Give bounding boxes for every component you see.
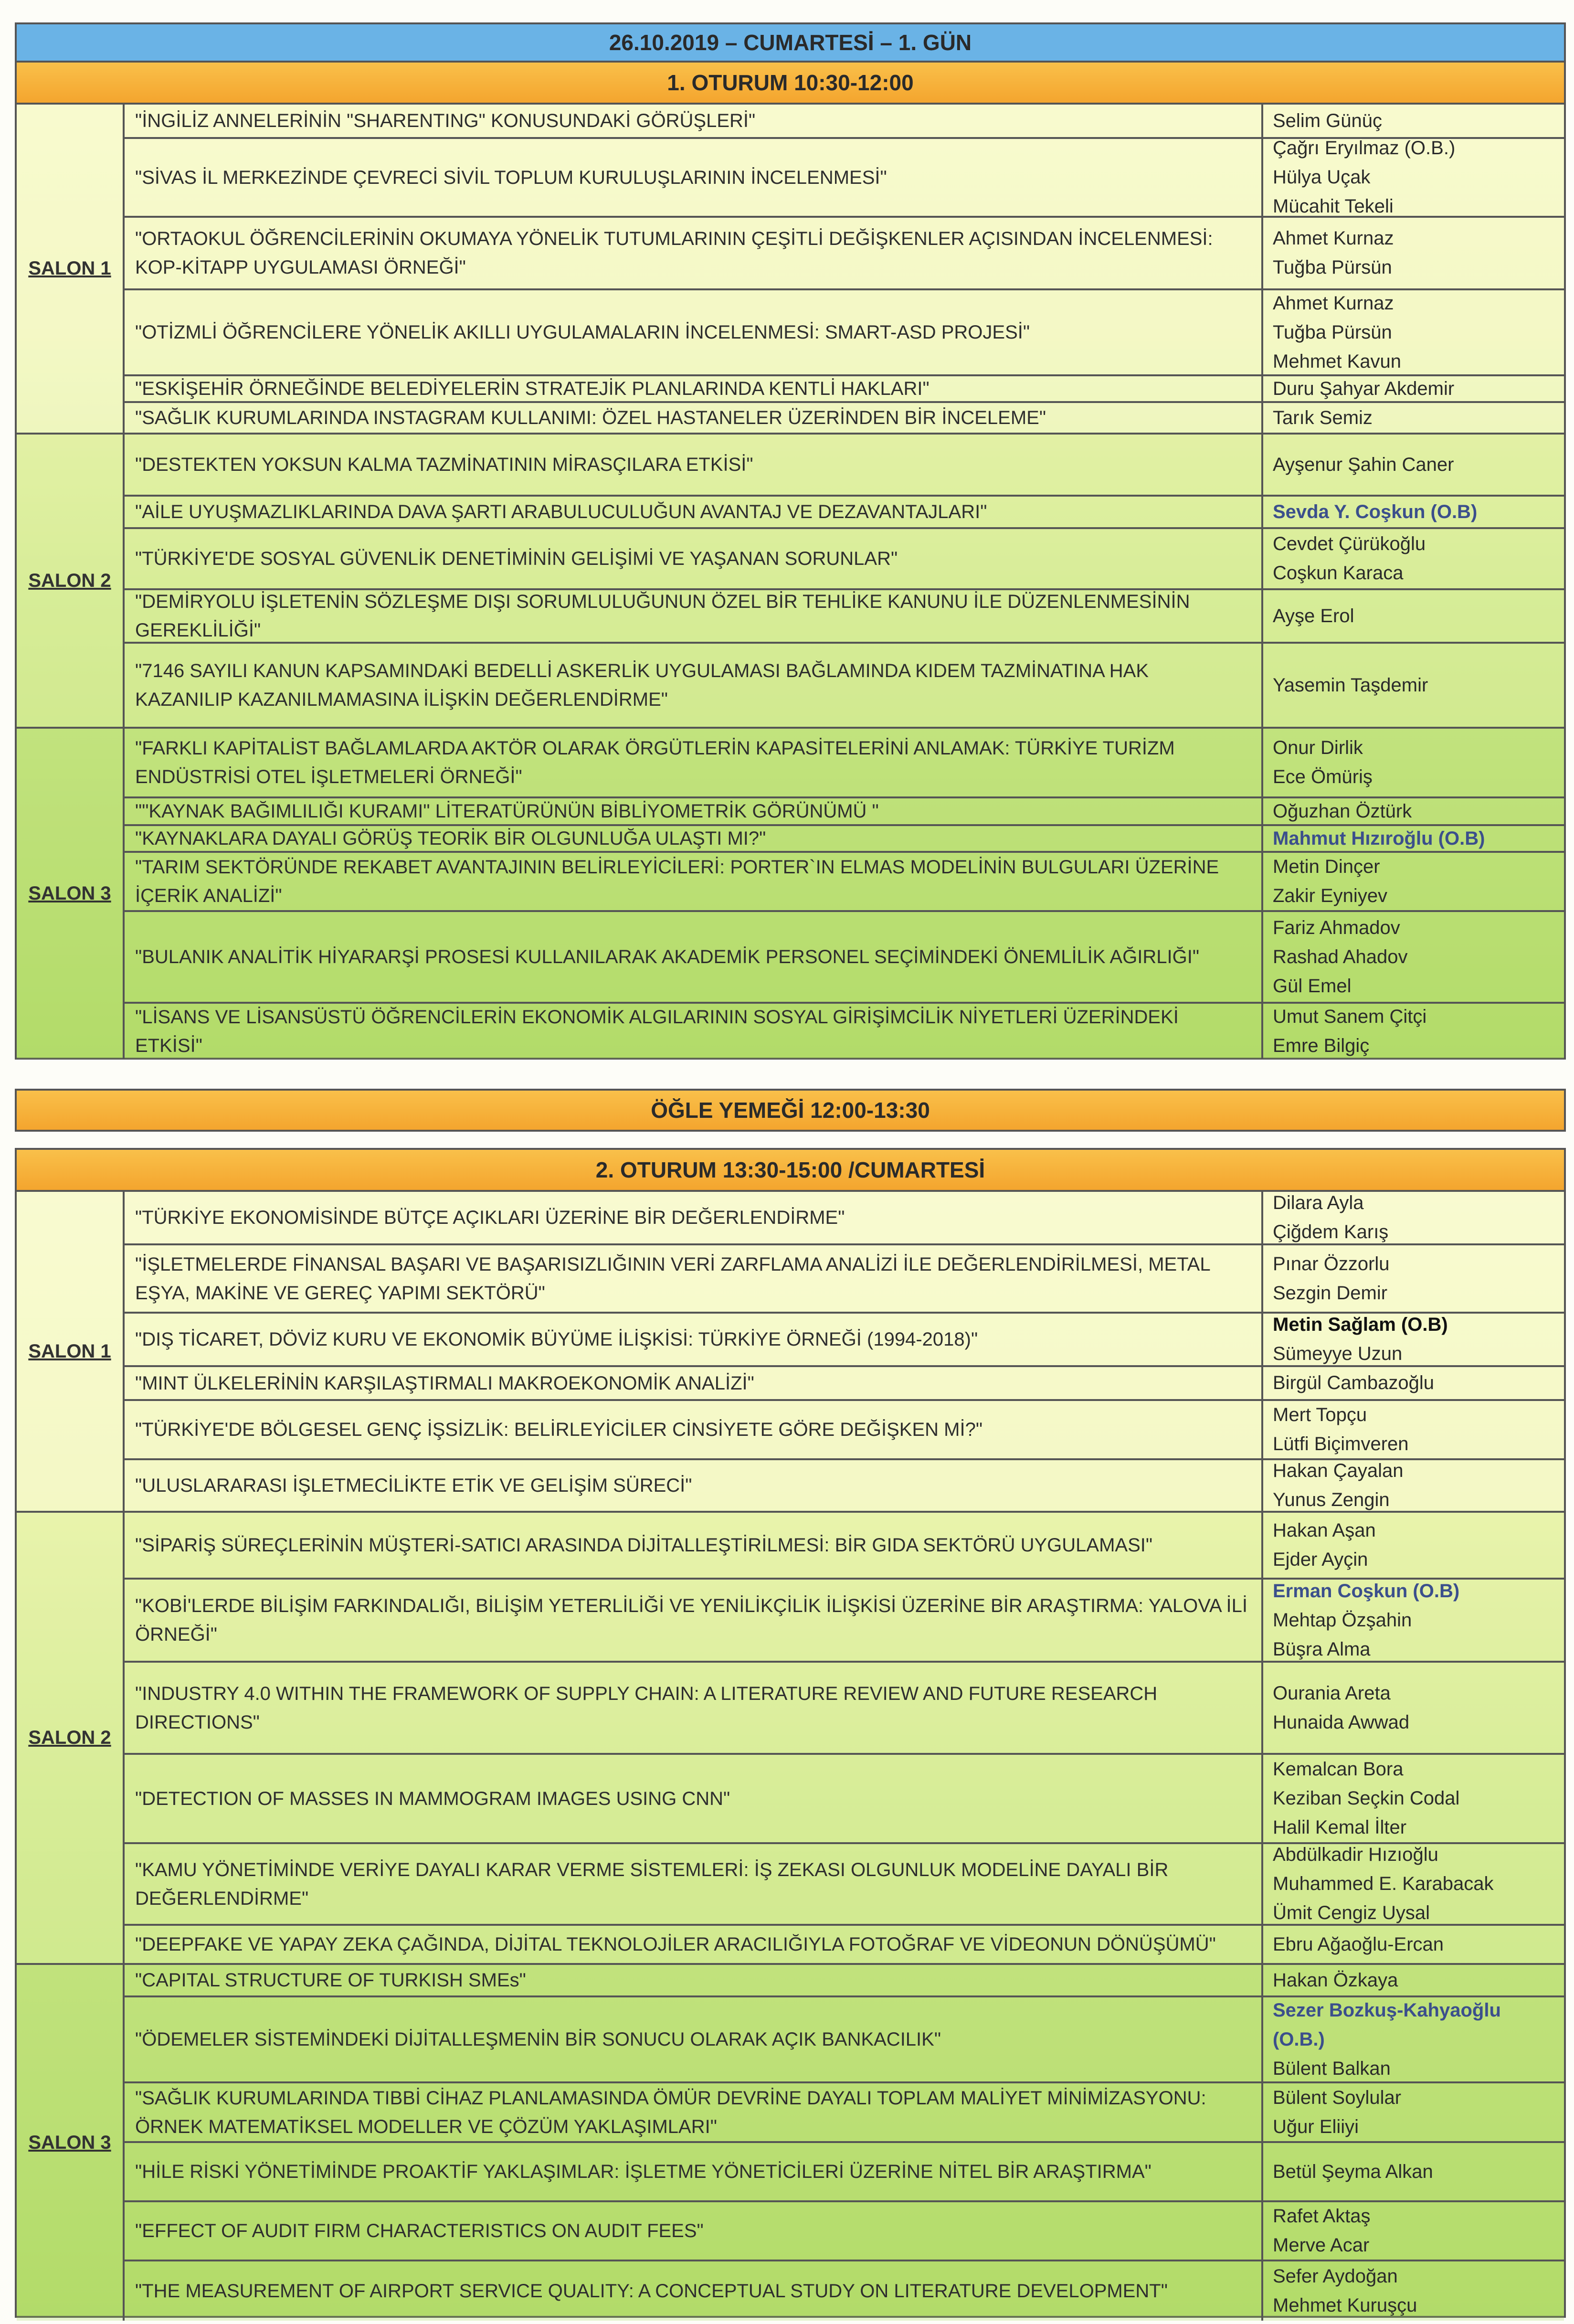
talk-authors (1263, 218, 1564, 288)
talk-title: "DETECTION OF MASSES IN MAMMOGRAM IMAGES USING CNN" (125, 1755, 1263, 1842)
session-1-table (15, 22, 1566, 1060)
talk-title: "SAĞLIK KURUMLARINDA TIBBİ CİHAZ PLANLAMASINDA ÖMÜR DEVRİNE DAYALI TOPLAM MALİYET MİNİMİZASYONU: ÖRNEK MATEMATİKSEL MODELLER VE ÇÖZÜM YAKLAŞIMLARI" (125, 2083, 1263, 2141)
talk-authors (1263, 290, 1564, 374)
talk-title: "TARIM SEKTÖRÜNDE REKABET AVANTAJININ BELİRLEYİCİLERİ: PORTER`IN ELMAS MODELİNİN BULGULARI ÜZERİNE İÇERİK ANALİZİ" (125, 853, 1263, 910)
talk-row (125, 1997, 1564, 2083)
author-name: Ümit Cengiz Uysal (1273, 1902, 1430, 1923)
talk-title: "TÜRKİYE'DE SOSYAL GÜVENLİK DENETİMİNİN GELİŞİMİ VE YAŞANAN SORUNLAR" (125, 529, 1263, 588)
salon-label: SALON 3 (17, 729, 125, 1059)
author-name: Yunus Zengin (1273, 1489, 1390, 1510)
talk-row (125, 1965, 1564, 1997)
salon-block (17, 435, 1564, 729)
talk-row (125, 798, 1564, 826)
author-name: Dilara Ayla (1273, 1192, 1364, 1213)
author-name: Birgül Cambazoğlu (1273, 1372, 1434, 1393)
author-name: Sümeyye Uzun (1273, 1343, 1403, 1364)
salon-block (17, 729, 1564, 1059)
author-name: Duru Şahyar Akdemir (1273, 378, 1455, 399)
talk-authors (1263, 1755, 1564, 1842)
author-name: Onur Dirlik (1273, 737, 1363, 758)
talk-list (125, 729, 1564, 1059)
author-name: Ayşenur Şahin Caner (1273, 454, 1454, 475)
talk-authors (1263, 376, 1564, 401)
talk-row (125, 644, 1564, 727)
talk-title: "FARKLI KAPİTALİST BAĞLAMLARDA AKTÖR OLARAK ÖRGÜTLERİN KAPASİTELERİNİ ANLAMAK: TÜRKİYE TURİZM ENDÜSTRİSİ OTEL İŞLETMELERİ ÖRNEĞİ" (125, 729, 1263, 796)
author-name: Bülent Soylular (1273, 2087, 1402, 2108)
author-name: Betül Şeyma Alkan (1273, 2161, 1433, 2182)
talk-authors (1263, 1844, 1564, 1924)
talk-authors (1263, 497, 1564, 527)
talk-title: ""KAYNAK BAĞIMLILIĞI KURAMI" LİTERATÜRÜNÜN BİBLİYOMETRİK GÖRÜNÜMÜ " (125, 798, 1263, 824)
author-name: Fariz Ahmadov (1273, 917, 1400, 938)
talk-authors (1263, 529, 1564, 588)
author-name: Mehtap Özşahin (1273, 1609, 1412, 1631)
talk-title: "HİLE RİSKİ YÖNETİMİNDE PROAKTİF YAKLAŞIMLAR: İŞLETME YÖNETİCİLERİ ÜZERİNE NİTEL BİR ARAŞTIRMA" (125, 2143, 1263, 2200)
talk-authors (1263, 1580, 1564, 1661)
author-name: Lütfi Biçimveren (1273, 1433, 1409, 1454)
author-name: Ece Ömüriş (1273, 766, 1373, 787)
talk-authors (1263, 1997, 1564, 2081)
author-name: Mahmut Hızıroğlu (O.B) (1273, 828, 1485, 849)
talk-authors (1263, 1004, 1564, 1059)
author-name: Uğur Eliiyi (1273, 2116, 1359, 2137)
author-name: Metin Sağlam (O.B) (1273, 1314, 1448, 1335)
session-title: 2. OTURUM 13:30-15:00 /CUMARTESİ (17, 1150, 1564, 1192)
author-name: Büşra Alma (1273, 1638, 1371, 1660)
talk-authors (1263, 2143, 1564, 2200)
author-name: Keziban Seçkin Codal (1273, 1788, 1460, 1809)
talk-row (125, 1245, 1564, 1314)
salon-label: SALON 1 (17, 105, 125, 433)
talk-title: "MINT ÜLKELERİNİN KARŞILAŞTIRMALI MAKROEKONOMİK ANALİZİ" (125, 1367, 1263, 1399)
talk-title: "SAĞLIK KURUMLARINDA INSTAGRAM KULLANIMI: ÖZEL HASTANELER ÜZERİNDEN BİR İNCELEME" (125, 403, 1263, 433)
talk-title: "CAPITAL STRUCTURE OF TURKISH SMEs" (125, 1965, 1263, 1995)
salon-label: SALON 2 (17, 1513, 125, 1963)
talk-row (125, 1192, 1564, 1245)
talk-title: "DEMİRYOLU İŞLETENİN SÖZLEŞME DIŞI SORUMLULUĞUNUN ÖZEL BİR TEHLİKE KANUNU İLE DÜZENLENMESİNİN GEREKLİLİĞİ" (125, 590, 1263, 642)
talk-title: "ORTAOKUL ÖĞRENCİLERİNİN OKUMAYA YÖNELİK TUTUMLARININ ÇEŞİTLİ DEĞİŞKENLER AÇISINDAN İNCELENMESİ: KOP-KİTAPP UYGULAMASI ÖRNEĞİ" (125, 218, 1263, 288)
talk-authors (1263, 1401, 1564, 1458)
talk-title: "SİVAS İL MERKEZİNDE ÇEVRECİ SİVİL TOPLUM KURULUŞLARININ İNCELENMESİ" (125, 139, 1263, 216)
talk-authors (1263, 1460, 1564, 1511)
author-name: Pınar Özzorlu (1273, 1253, 1390, 1274)
talk-authors (1263, 853, 1564, 910)
talk-row (125, 1401, 1564, 1460)
author-name: Coşkun Karaca (1273, 562, 1404, 584)
talk-title: "KOBİ'LERDE BİLİŞİM FARKINDALIĞI, BİLİŞİM YETERLİLİĞİ VE YENİLİKÇİLİK İLİŞKİSİ ÜZERİNE BİR ARAŞTIRMA: YALOVA İLİ ÖRNEĞİ" (125, 1580, 1263, 1661)
salon-label: SALON 2 (17, 435, 125, 727)
author-name: Sefer Aydoğan (1273, 2266, 1398, 2287)
author-name: Mert Topçu (1273, 1404, 1367, 1425)
talk-title: "LİSANS VE LİSANSÜSTÜ ÖĞRENCİLERİN EKONOMİK ALGILARININ SOSYAL GİRİŞİMCİLİK NİYETLERİ ÜZERİNDEKİ ETKİSİ" (125, 1004, 1263, 1059)
talk-authors (1263, 1192, 1564, 1243)
talk-authors (1263, 1965, 1564, 1995)
author-name: Mehmet Kuruşçu (1273, 2295, 1417, 2316)
talk-row (125, 435, 1564, 497)
talk-row (125, 376, 1564, 403)
talk-row (125, 497, 1564, 529)
talk-row (125, 1844, 1564, 1926)
talk-title: "ULUSLARARASI İŞLETMECİLİKTE ETİK VE GELİŞİM SÜRECİ" (125, 1460, 1263, 1511)
salon-label: SALON 1 (17, 1192, 125, 1511)
author-name: Hakan Çayalan (1273, 1460, 1404, 1481)
talk-title: "KAMU YÖNETİMİNDE VERİYE DAYALI KARAR VERME SİSTEMLERİ: İŞ ZEKASI OLGUNLUK MODELİNE DAYALI BİR DEĞERLENDİRME" (125, 1844, 1263, 1924)
talk-row (125, 1580, 1564, 1663)
talk-title: "TÜRKİYE'DE BÖLGESEL GENÇ İŞSİZLİK: BELİRLEYİCİLER CİNSİYETE GÖRE DEĞİŞKEN Mİ?" (125, 1401, 1263, 1458)
talk-title: "EFFECT OF AUDIT FIRM CHARACTERISTICS ON AUDIT FEES" (125, 2202, 1263, 2260)
author-name: Hülya Uçak (1273, 167, 1371, 188)
author-name: Bülent Balkan (1273, 2058, 1391, 2079)
talk-list (125, 1513, 1564, 1963)
salon-label: SALON 3 (17, 1965, 125, 2321)
talk-row (125, 1460, 1564, 1511)
author-name: Zakir Eyniyev (1273, 885, 1388, 906)
talk-list (125, 105, 1564, 433)
talk-title: "TÜRKİYE EKONOMİSİNDE BÜTÇE AÇIKLARI ÜZERİNE BİR DEĞERLENDİRME" (125, 1192, 1263, 1243)
author-name: Çağrı Eryılmaz (O.B.) (1273, 138, 1456, 159)
talk-authors (1263, 1367, 1564, 1399)
author-name: Muhammed E. Karabacak (1273, 1873, 1494, 1894)
author-name: Kemalcan Bora (1273, 1759, 1404, 1780)
author-name: Halil Kemal İlter (1273, 1817, 1407, 1838)
talk-title: "SİPARİŞ SÜREÇLERİNİN MÜŞTERİ-SATICI ARASINDA DİJİTALLEŞTİRİLMESİ: BİR GIDA SEKTÖRÜ UYGULAMASI" (125, 1513, 1263, 1578)
talk-title: "KAYNAKLARA DAYALI GÖRÜŞ TEORİK BİR OLGUNLUĞA ULAŞTI MI?" (125, 826, 1263, 851)
talk-list (125, 1965, 1564, 2321)
author-name: Hunaida Awwad (1273, 1711, 1410, 1733)
talk-row (125, 853, 1564, 912)
talk-row (125, 1926, 1564, 1963)
session-2-table (15, 1148, 1566, 2318)
lunch-break-bar: ÖĞLE YEMEĞİ 12:00-13:30 (15, 1089, 1566, 1132)
author-name: Umut Sanem Çitçi (1273, 1006, 1427, 1027)
author-name: Emre Bilgiç (1273, 1035, 1370, 1056)
talk-title: "THE MEASUREMENT OF AIRPORT SERVICE QUALITY: A CONCEPTUAL STUDY ON LITERATURE DEVELOPMENT" (125, 2261, 1263, 2321)
talk-row (125, 1513, 1564, 1580)
author-name: Oğuzhan Öztürk (1273, 800, 1412, 822)
talk-row (125, 218, 1564, 290)
talk-authors (1263, 403, 1564, 433)
talk-title: "INDUSTRY 4.0 WITHIN THE FRAMEWORK OF SUPPLY CHAIN: A LITERATURE REVIEW AND FUTURE RESEARCH DIRECTIONS" (125, 1663, 1263, 1753)
talk-row (125, 403, 1564, 433)
author-name: Abdülkadir Hızıoğlu (1273, 1844, 1438, 1865)
talk-title: "İNGİLİZ ANNELERİNİN "SHARENTING" KONUSUNDAKİ GÖRÜŞLERİ" (125, 105, 1263, 137)
talk-authors (1263, 590, 1564, 642)
talk-authors (1263, 2202, 1564, 2260)
talk-authors (1263, 105, 1564, 137)
author-name: Tuğba Pürsün (1273, 321, 1392, 343)
talk-row (125, 912, 1564, 1004)
talk-title: "OTİZMLİ ÖĞRENCİLERE YÖNELİK AKILLI UYGULAMALARIN İNCELENMESİ: SMART-ASD PROJESİ" (125, 290, 1263, 374)
author-name: Sezer Bozkuş-Kahyaoğlu (O.B.) (1273, 1999, 1501, 2050)
author-name: Sezgin Demir (1273, 1282, 1388, 1304)
author-name: Yasemin Taşdemir (1273, 674, 1428, 696)
author-name: Rafet Aktaş (1273, 2206, 1371, 2227)
talk-row (125, 826, 1564, 853)
talk-authors (1263, 2083, 1564, 2141)
author-name: Cevdet Çürükoğlu (1273, 533, 1426, 554)
talk-list (125, 435, 1564, 727)
talk-title: "ÖDEMELER SİSTEMİNDEKİ DİJİTALLEŞMENİN BİR SONUCU OLARAK AÇIK BANKACILIK" (125, 1997, 1263, 2081)
author-name: Ayşe Erol (1273, 605, 1354, 626)
talk-row (125, 529, 1564, 590)
talk-title: "BULANIK ANALİTİK HİYARARŞİ PROSESİ KULLANILARAK AKADEMİK PERSONEL SEÇİMİNDEKİ ÖNEMLİLİK AĞIRLIĞI" (125, 912, 1263, 1002)
salon-block (17, 1965, 1564, 2321)
talk-title: "DIŞ TİCARET, DÖVİZ KURU VE EKONOMİK BÜYÜME İLİŞKİSİ: TÜRKİYE ÖRNEĞİ (1994-2018)" (125, 1314, 1263, 1365)
salon-block (17, 105, 1564, 435)
talk-authors (1263, 1926, 1564, 1963)
author-name: Erman Coşkun (O.B) (1273, 1580, 1460, 1602)
author-name: Ebru Ağaoğlu-Ercan (1273, 1933, 1444, 1955)
talk-row (125, 290, 1564, 376)
talk-authors (1263, 729, 1564, 796)
salon-block (17, 1192, 1564, 1513)
author-name: Ejder Ayçin (1273, 1549, 1368, 1570)
talk-title: "ESKİŞEHİR ÖRNEĞİNDE BELEDİYELERİN STRATEJİK PLANLARINDA KENTLİ HAKLARI" (125, 376, 1263, 401)
author-name: Hakan Özkaya (1273, 1969, 1398, 1991)
salon-block (17, 1513, 1564, 1965)
talk-authors (1263, 798, 1564, 824)
author-name: Sevda Y. Coşkun (O.B) (1273, 501, 1478, 522)
author-name: Hakan Aşan (1273, 1520, 1376, 1541)
talk-authors (1263, 644, 1564, 727)
talk-authors (1263, 1314, 1564, 1365)
author-name: Tuğba Pürsün (1273, 257, 1392, 278)
talk-authors (1263, 826, 1564, 851)
talk-authors (1263, 1663, 1564, 1753)
talk-row (125, 1367, 1564, 1401)
author-name: Mehmet Kavun (1273, 350, 1402, 372)
talk-title: "DESTEKTEN YOKSUN KALMA TAZMİNATININ MİRASÇILARA ETKİSİ" (125, 435, 1263, 495)
talk-row (125, 139, 1564, 218)
talk-list (125, 1192, 1564, 1511)
talk-row (125, 1663, 1564, 1755)
talk-row (125, 2083, 1564, 2143)
talk-row (125, 1755, 1564, 1844)
author-name: Çiğdem Karış (1273, 1221, 1389, 1242)
talk-title: "AİLE UYUŞMAZLIKLARINDA DAVA ŞARTI ARABULUCULUĞUN AVANTAJ VE DEZAVANTAJLARI" (125, 497, 1263, 527)
author-name: Metin Dinçer (1273, 856, 1380, 877)
talk-authors (1263, 1245, 1564, 1312)
talk-authors (1263, 1513, 1564, 1578)
author-name: Ahmet Kurnaz (1273, 228, 1394, 249)
talk-row (125, 729, 1564, 798)
talk-title: "7146 SAYILI KANUN KAPSAMINDAKİ BEDELLİ ASKERLİK UYGULAMASI BAĞLAMINDA KIDEM TAZMİNATINA HAK KAZANILIP KAZANILMAMASINA İLİŞKİN DEĞERLENDİRME" (125, 644, 1263, 727)
author-name: Merve Acar (1273, 2235, 1370, 2256)
author-name: Ahmet Kurnaz (1273, 292, 1394, 314)
day-header: 26.10.2019 – CUMARTESİ – 1. GÜN (17, 24, 1564, 63)
session-title: 1. OTURUM 10:30-12:00 (17, 63, 1564, 105)
talk-row (125, 2143, 1564, 2202)
talk-row (125, 1004, 1564, 1059)
author-name: Gül Emel (1273, 975, 1352, 997)
author-name: Mücahit Tekeli (1273, 196, 1394, 217)
talk-title: "DEEPFAKE VE YAPAY ZEKA ÇAĞINDA, DİJİTAL TEKNOLOJİLER ARACILIĞIYLA FOTOĞRAF VE VİDEONUN DÖNÜŞÜMÜ" (125, 1926, 1263, 1963)
talk-row (125, 2261, 1564, 2321)
author-name: Ourania Areta (1273, 1682, 1391, 1704)
talk-row (125, 590, 1564, 644)
talk-authors (1263, 139, 1564, 216)
talk-row (125, 2202, 1564, 2261)
author-name: Selim Günüç (1273, 110, 1382, 131)
author-name: Rashad Ahadov (1273, 946, 1408, 967)
talk-row (125, 1314, 1564, 1367)
author-name: Tarık Semiz (1273, 407, 1373, 428)
talk-authors (1263, 2261, 1564, 2321)
talk-authors (1263, 435, 1564, 495)
talk-title: "İŞLETMELERDE FİNANSAL BAŞARI VE BAŞARISIZLIĞININ VERİ ZARFLAMA ANALİZİ İLE DEĞERLENDİRİLMESİ, METAL EŞYA, MAKİNE VE GEREÇ YAPIMI SEKTÖRÜ" (125, 1245, 1263, 1312)
talk-authors (1263, 912, 1564, 1002)
